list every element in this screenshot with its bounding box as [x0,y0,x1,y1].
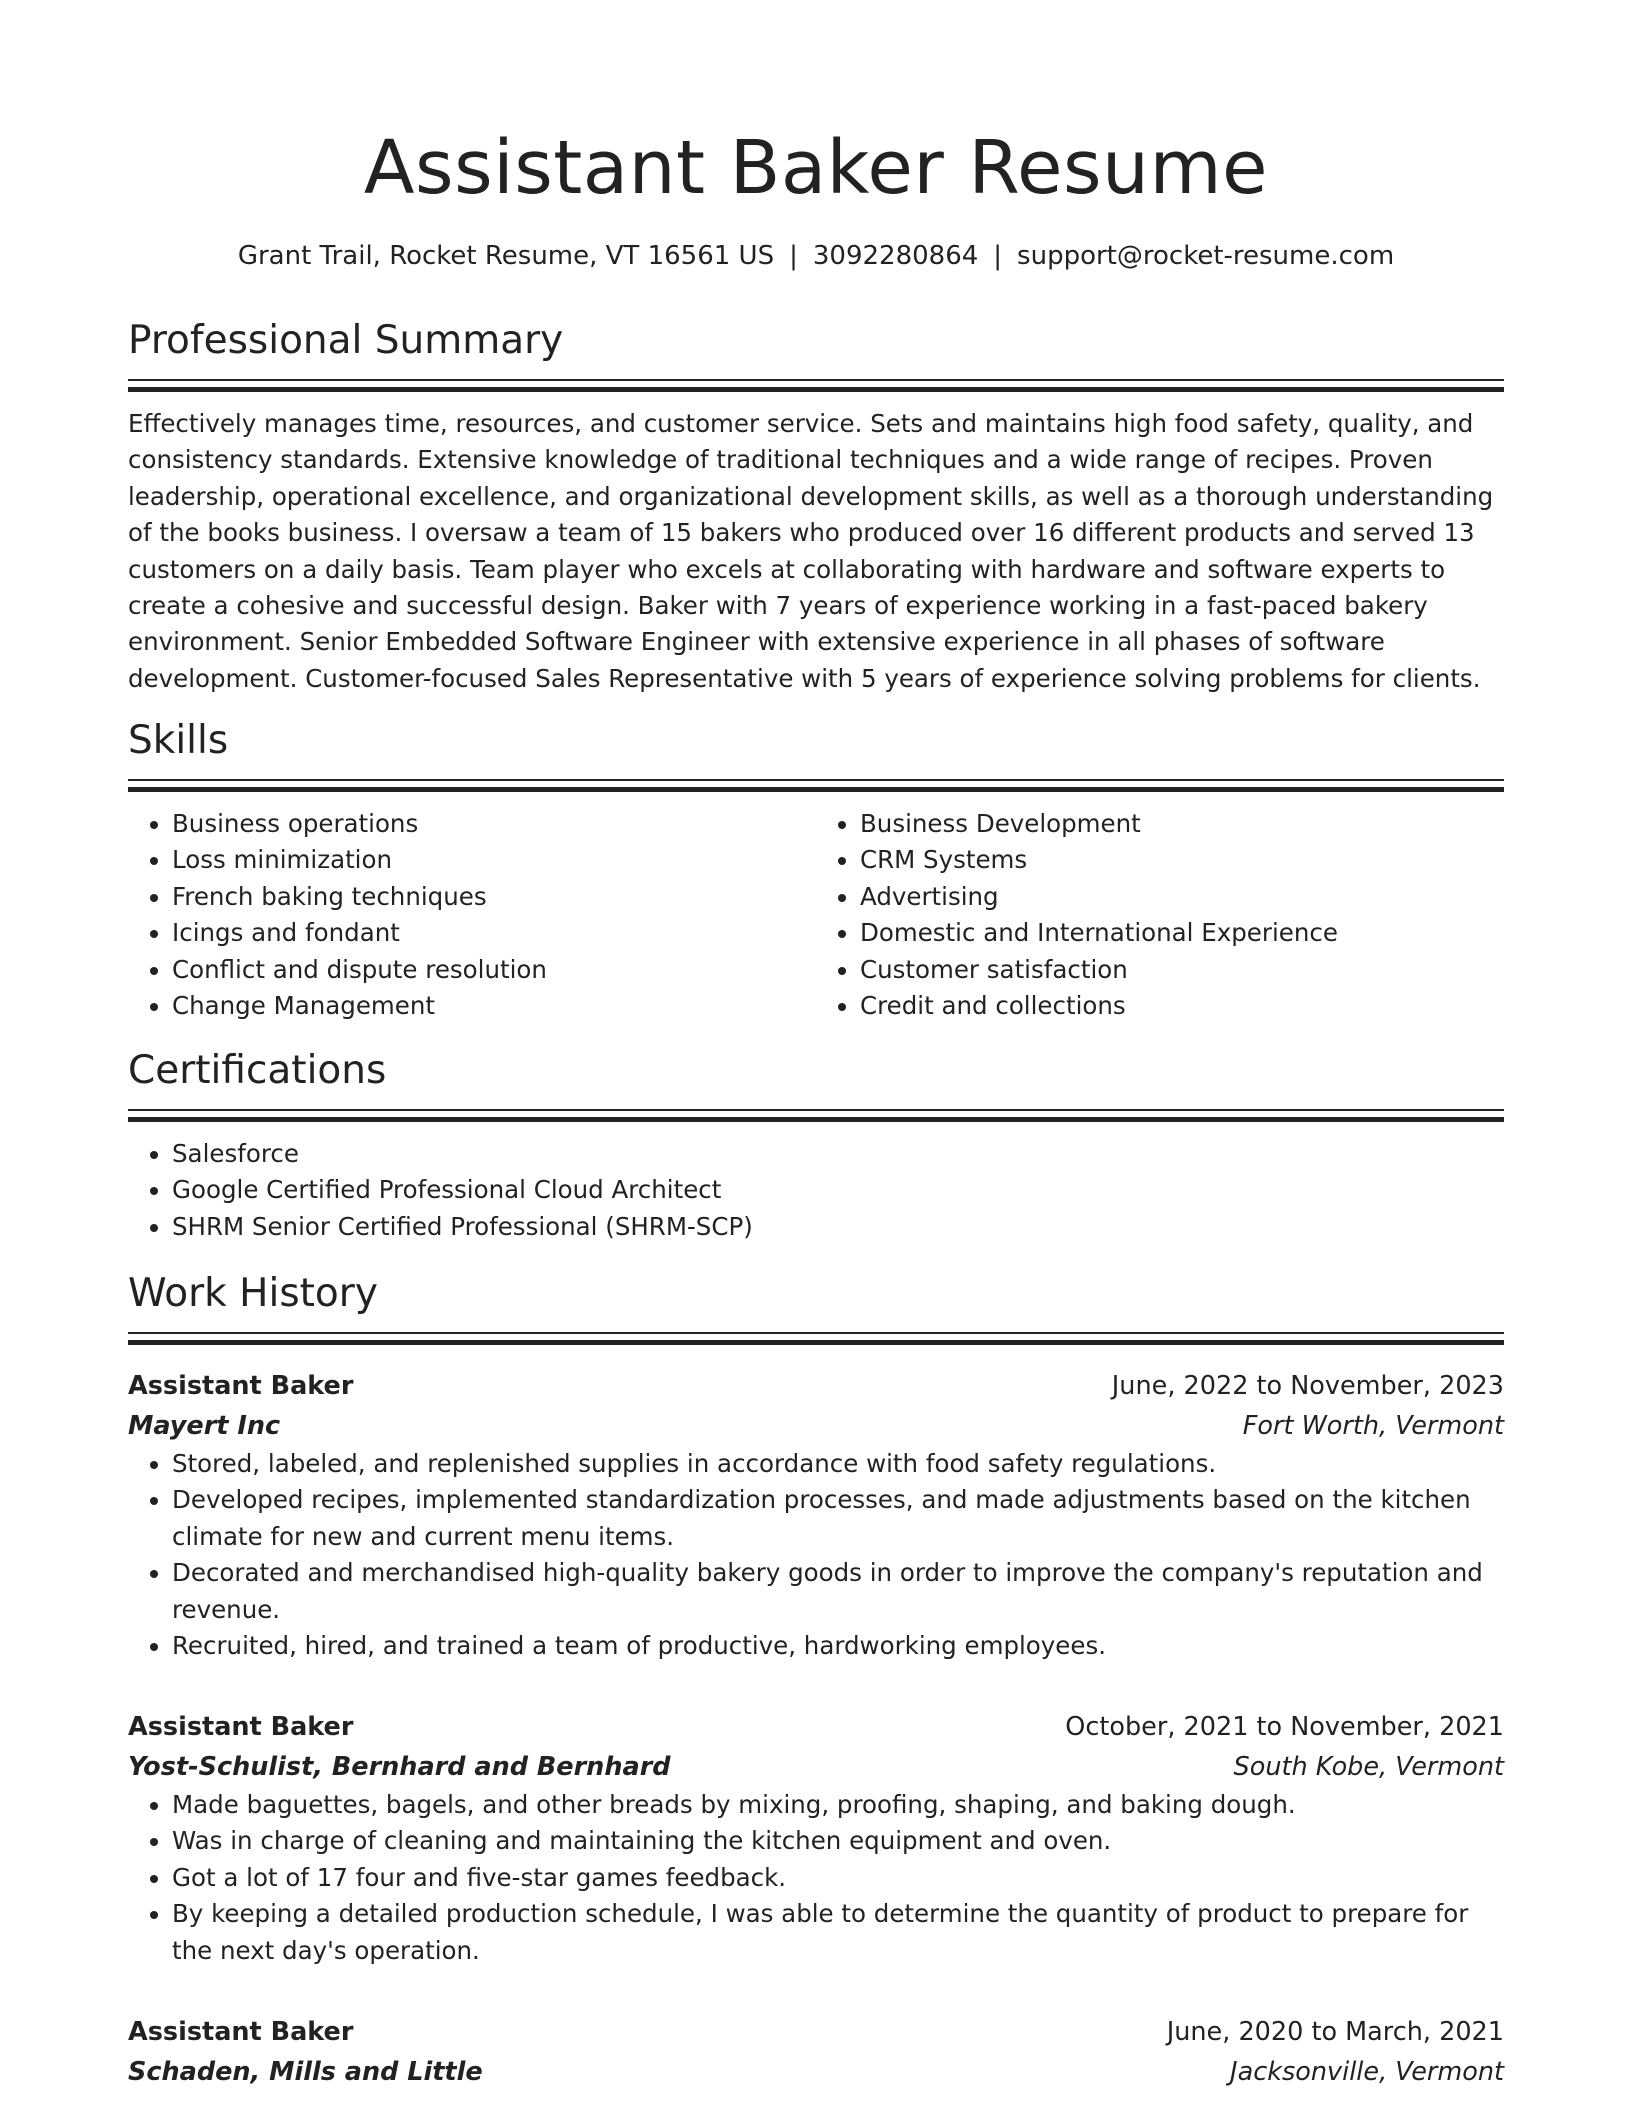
skills-heading: Skills [128,718,229,763]
job-company: Yost-Schulist, Bernhard and Bernhard [128,1752,671,1782]
contact-separator: | [789,241,798,271]
skills-list-left [128,806,816,1024]
contact-phone: 3092280864 [812,241,979,271]
skill-item: • Loss minimization [172,842,816,878]
job-header [128,1707,1504,1747]
job-bullet: • Made baguettes, bagels, and other breads by mixing, proofing, shaping, and baking dough. [172,1787,1504,1823]
job-title: Assistant Baker [128,1371,354,1401]
section-divider [128,379,1504,392]
job-dates: June, 2022 to November, 2023 [1111,1371,1504,1401]
skill-item: • French baking techniques [172,879,816,915]
job-location: Fort Worth, Vermont [1242,1411,1504,1441]
work-history-heading: Work History [128,1271,378,1316]
job-bullets [128,1787,1504,1969]
skill-item: • Business Development [860,806,1504,842]
certification-item: • Salesforce [172,1136,1504,1172]
section-divider [128,1332,1504,1345]
job-title: Assistant Baker [128,1712,354,1742]
certifications-section [128,1043,1504,1245]
summary-section [128,313,1504,697]
job-header [128,2012,1504,2052]
skill-item: • Business operations [172,806,816,842]
skill-item: • Domestic and International Experience [860,915,1504,951]
job-entry [128,1366,1504,1664]
contact-separator: | [993,241,1003,271]
job-location: South Kobe, Vermont [1233,1752,1504,1782]
job-bullet: • By keeping a detailed production schedule, I was able to determine the quantity of product to prepare for the next day's operation. [172,1896,1504,1969]
summary-heading: Professional Summary [128,318,564,363]
certifications-list [128,1136,1504,1245]
job-subheader [128,1406,1504,1446]
skill-item: • Customer satisfaction [860,952,1504,988]
job-bullet: • Got a lot of 17 four and five-star games feedback. [172,1860,1504,1896]
job-bullet: • Was in charge of cleaning and maintaining the kitchen equipment and oven. [172,1823,1504,1859]
page-title: Assistant Baker Resume [363,125,1269,211]
contact-email: support@rocket-resume.com [1017,241,1395,271]
certification-item: • SHRM Senior Certified Professional (SHRM-SCP) [172,1209,1504,1245]
skills-section [128,713,1504,1024]
section-divider [128,779,1504,792]
certification-item: • Google Certified Professional Cloud Architect [172,1172,1504,1208]
skill-item: • Credit and collections [860,988,1504,1024]
job-location: Jacksonville, Vermont [1230,2057,1504,2087]
section-divider [128,1109,1504,1122]
job-dates: October, 2021 to November, 2021 [1065,1712,1504,1742]
job-subheader [128,1747,1504,1787]
job-subheader [128,2052,1504,2092]
certifications-heading: Certifications [128,1048,387,1093]
summary-text: Effectively manages time, resources, and customer service. Sets and maintains high food safety, quality, and consistency standards. Extensive knowledge of traditional techniques and a wide range of recipes. Proven leadership, operational excellence, and organizational development skills, as well as a thorough understanding of the books business. I oversaw a team of 15 bakers who produced over 16 different products and served 13 customers on a daily basis. Team player who excels at collaborating with hardware and software experts to create a cohesive and successful design. Baker with 7 years of experience working in a fast-paced bakery environment. Senior Embedded Software Engineer with extensive experience in all phases of software development. Customer-focused Sales Representative with 5 years of experience solving problems for clients. [128,409,1494,693]
job-header [128,1366,1504,1406]
skills-list-right [816,806,1504,1024]
job-bullet: • Stored, labeled, and replenished supplies in accordance with food safety regulations. [172,1446,1504,1482]
contact-line [128,236,1504,276]
job-company: Schaden, Mills and Little [128,2057,483,2087]
skill-item: • Advertising [860,879,1504,915]
job-bullets [128,1446,1504,1664]
job-bullet: • Recruited, hired, and trained a team of productive, hardworking employees. [172,1628,1504,1664]
skill-item: • Conflict and dispute resolution [172,952,816,988]
contact-address: Grant Trail, Rocket Resume, VT 16561 US [237,241,775,271]
job-dates: June, 2020 to March, 2021 [1166,2017,1504,2047]
job-company: Mayert Inc [128,1411,281,1441]
job-bullet: • Developed recipes, implemented standardization processes, and made adjustments based on the kitchen climate for new and current menu items. [172,1482,1504,1555]
skill-item: • Change Management [172,988,816,1024]
job-bullet: • Decorated and merchandised high-quality bakery goods in order to improve the company's reputation and revenue. [172,1555,1504,1628]
work-history-section [128,1266,1504,1345]
skill-item: • CRM Systems [860,842,1504,878]
skill-item: • Icings and fondant [172,915,816,951]
skills-columns [128,806,1504,1024]
job-entry [128,1707,1504,1969]
job-title: Assistant Baker [128,2017,354,2047]
job-entry [128,2012,1504,2092]
